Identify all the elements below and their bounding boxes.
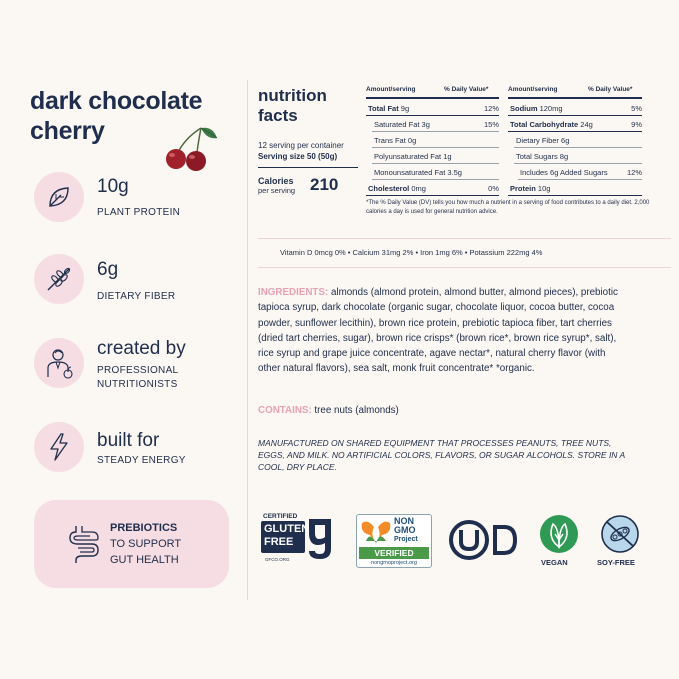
benefit-value: created by: [97, 338, 186, 359]
benefit-label-line2: NUTRITIONISTS: [97, 379, 178, 390]
right-header-dv: % Daily Value*: [588, 86, 633, 93]
soy-free-icon: [600, 514, 640, 554]
nutrition-title-line2: facts: [258, 106, 298, 125]
gmo-word: GMO: [394, 525, 416, 535]
right-header-amount: Amount/serving: [508, 86, 558, 93]
benefit-circle: [34, 254, 84, 304]
nutrient-dv: 15%: [483, 120, 499, 129]
nutrient-row: [508, 117, 642, 132]
calories-label: Calories: [258, 176, 294, 186]
calories-value: 210: [310, 175, 339, 194]
vegan-badge: [538, 514, 580, 570]
nutrition-facts-title: [258, 86, 327, 126]
nutrient-label: Cholesterol 0mg: [368, 184, 426, 193]
nutrient-label: Monounsaturated Fat 3.5g: [374, 168, 462, 177]
intestine-icon: [68, 522, 102, 564]
non-gmo-url: nongmoproject.org: [371, 560, 417, 566]
butterfly-icon: [360, 517, 392, 545]
serving-divider: [258, 167, 358, 168]
benefit-label: DIETARY FIBER: [97, 291, 176, 302]
nutrient-dv: 0%: [488, 184, 499, 193]
vitamins-minerals: Vitamin D 0mcg 0% • Calcium 31mg 2% • Iron 1mg 6% • Potassium 222mg 4%: [280, 248, 543, 257]
ingredients-label: INGREDIENTS:: [258, 287, 329, 298]
wheat-icon: [44, 264, 74, 294]
vegan-leaf-icon: [539, 514, 579, 554]
verified-banner: VERIFIED: [359, 547, 429, 559]
left-header-dv: % Daily Value*: [444, 86, 489, 93]
nutrient-dv: 12%: [483, 104, 499, 113]
benefit-value: 10g: [97, 176, 129, 197]
per-serving-label: per serving: [258, 186, 296, 195]
left-header-amount: Amount/serving: [366, 86, 416, 93]
kosher-badge: [448, 519, 520, 561]
contains-label: CONTAINS:: [258, 405, 312, 416]
non-word: NON: [394, 516, 414, 526]
gluten-free-badge: [261, 513, 341, 567]
gluten-certified: CERTIFIED: [263, 513, 298, 520]
serving-info: [258, 140, 344, 162]
prebiotics-line1: PREBIOTICS: [110, 522, 178, 534]
prebiotics-badge: [34, 500, 229, 588]
right-header-rule: [508, 97, 642, 99]
ingredients-block: [258, 285, 618, 377]
non-gmo-text: [394, 517, 418, 544]
nutritionist-icon: [43, 346, 75, 380]
nutrient-label: Total Fat 9g: [368, 104, 410, 113]
prebiotics-line2: TO SUPPORT: [110, 538, 182, 550]
gfco-g-icon: [305, 515, 337, 561]
nutrient-label: Protein 10g: [510, 184, 551, 193]
prebiotics-text: [110, 520, 181, 568]
nutrient-label: Saturated Fat 3g: [374, 120, 430, 129]
nutrient-row: [514, 149, 642, 164]
soy-free-badge: [594, 514, 648, 570]
nutrient-row: [366, 181, 499, 196]
benefit-label: PLANT PROTEIN: [97, 207, 181, 218]
prebiotics-line3: GUT HEALTH: [110, 554, 179, 566]
nutrient-dv: 12%: [626, 168, 642, 177]
soy-free-label: SOY-FREE: [597, 558, 635, 567]
cherry-icon: [163, 124, 221, 174]
nutrient-label: Total Sugars 8g: [516, 152, 569, 161]
nutrient-label: Dietary Fiber 6g: [516, 136, 570, 145]
lightning-icon: [46, 432, 72, 462]
benefit-circle: [34, 338, 84, 388]
nutrient-label: Polyunsaturated Fat 1g: [374, 152, 452, 161]
product-title-line1: dark chocolate: [30, 87, 203, 115]
nutrient-table-right: [508, 101, 642, 197]
nutrient-row: [366, 101, 499, 116]
nutrient-row: [372, 133, 499, 148]
servings-per-container: 12 serving per container: [258, 141, 344, 150]
kosher-u-circle-icon: [448, 519, 492, 561]
nutrient-label: Trans Fat 0g: [374, 136, 417, 145]
serving-size: Serving size 50 (50g): [258, 152, 338, 161]
nutrition-title-line1: nutrition: [258, 86, 327, 105]
product-title-line2: cherry: [30, 117, 105, 145]
vitamins-rule-top: [258, 238, 671, 239]
nutrient-label: Includes 6g Added Sugars: [520, 168, 608, 177]
project-word: Project: [394, 536, 418, 543]
nutrient-label: Total Carbohydrate 24g: [510, 120, 593, 129]
gfco-url: GFCO.ORG: [265, 557, 290, 562]
benefit-label-line1: PROFESSIONAL: [97, 365, 179, 376]
nutrient-dv: 5%: [631, 104, 642, 113]
contains-text: tree nuts (almonds): [311, 405, 399, 416]
nutrient-row: [372, 149, 499, 164]
calories-label-block: [258, 176, 295, 196]
nutrient-row: [372, 165, 499, 180]
vegan-label: VEGAN: [541, 558, 568, 567]
benefit-label: STEADY ENERGY: [97, 455, 186, 466]
manufacturing-statement: MANUFACTURED ON SHARED EQUIPMENT THAT PROCESSES PEANUTS, TREE NUTS, EGGS, AND MILK. NO ARTIFICIAL COLORS, FLAVORS, OR SUGAR ALCOHOLS. STORE IN A COOL, DRY PLACE.: [258, 438, 625, 472]
free-word: FREE: [264, 536, 294, 548]
nutrient-label: Sodium 120mg: [510, 104, 563, 113]
nutrient-row: [518, 165, 642, 180]
ingredients-text: almonds (almond protein, almond butter, almond pieces), prebiotic tapioca syrup, dark chocolate (organic sugar, chocolate liquor, cocoa butter, cocoa powder, sunflower lecithin), brown rice protein, prebiotic tapioca fiber, tart cherries (dried tart cherries, sugar), brown rice crisps* (brown rice*, brown rice syrup*, salt), rice syrup and grape juice concentrate, agave nectar*, natural cherry flavor (with other natural flavors), sea salt, monk fruit concentrate* *organic.: [258, 287, 618, 375]
daily-value-footnote: *The % Daily Value (DV) tells you how much a nutrient in a serving of food contributes to a daily diet. 2,000 calories a day is used for general nutrition advice.: [366, 200, 650, 215]
nutrient-row: [508, 101, 642, 116]
benefit-circle: [34, 172, 84, 222]
nutrient-row: [514, 133, 642, 148]
benefit-value: 6g: [97, 259, 119, 280]
vitamins-rule-bottom: [258, 267, 671, 268]
benefit-circle: [34, 422, 84, 472]
kosher-d-icon: [492, 525, 518, 555]
gluten-word: GLUTEN: [264, 523, 310, 535]
nutrient-row: [508, 181, 642, 196]
leaf-icon: [45, 183, 73, 211]
left-header-rule: [366, 97, 499, 99]
nutrient-table-left: [366, 101, 499, 197]
non-gmo-verified-badge: [356, 514, 432, 568]
nutrient-row: [372, 117, 499, 132]
nutrient-dv: 9%: [631, 120, 642, 129]
benefit-value: built for: [97, 430, 160, 451]
contains-block: [258, 405, 399, 416]
vertical-divider: [247, 80, 248, 600]
